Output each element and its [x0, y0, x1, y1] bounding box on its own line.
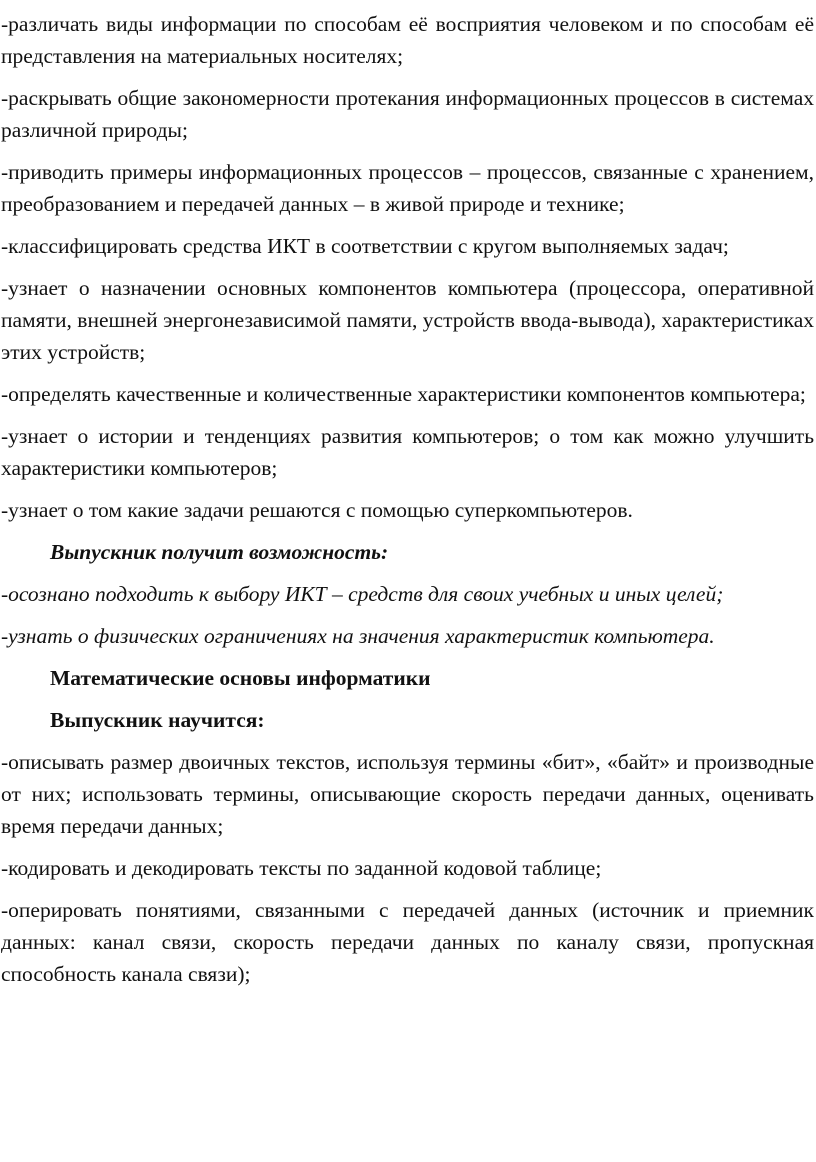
list-item: -раскрывать общие закономерности протекания информационных процессов в системах различной природы;	[1, 86, 814, 142]
list-item: -приводить примеры информационных процессов – процессов, связанные с хранением, преобразованием и передачей данных – в живой природе и технике;	[1, 160, 814, 216]
list-item: -классифицировать средства ИКТ в соответствии с кругом выполняемых задач;	[1, 234, 729, 258]
section-subheading: Выпускник научится:	[50, 708, 265, 732]
list-item: -кодировать и декодировать тексты по заданной кодовой таблице;	[1, 856, 602, 880]
list-item: -определять качественные и количественные характеристики компонентов компьютера;	[1, 382, 806, 406]
list-item: -различать виды информации по способам её восприятия человеком и по способам её представления на материальных носителях;	[1, 12, 814, 68]
list-item: -узнает о том какие задачи решаются с помощью суперкомпьютеров.	[1, 498, 633, 522]
list-item: -узнает о истории и тенденциях развития компьютеров; о том как можно улучшить характеристики компьютеров;	[1, 424, 814, 480]
section-subheading: Выпускник получит возможность:	[50, 540, 389, 564]
list-item: -узнает о назначении основных компонентов компьютера (процессора, оперативной памяти, внешней энергонезависимой памяти, устройств ввода-вывода), характеристиках этих устройств;	[1, 276, 814, 364]
list-item: -осознано подходить к выбору ИКТ – средств для своих учебных и иных целей;	[1, 582, 724, 606]
list-item: -оперировать понятиями, связанными с передачей данных (источник и приемник данных: канал связи, скорость передачи данных по каналу связи, пропускная способность канала связи);	[1, 898, 814, 986]
list-item: -описывать размер двоичных текстов, используя термины «бит», «байт» и производные от них; использовать термины, описывающие скорость передачи данных, оценивать время передачи данных;	[1, 750, 814, 838]
section-heading: Математические основы информатики	[50, 666, 431, 690]
list-item: -узнать о физических ограничениях на значения характеристик компьютера.	[1, 624, 715, 648]
